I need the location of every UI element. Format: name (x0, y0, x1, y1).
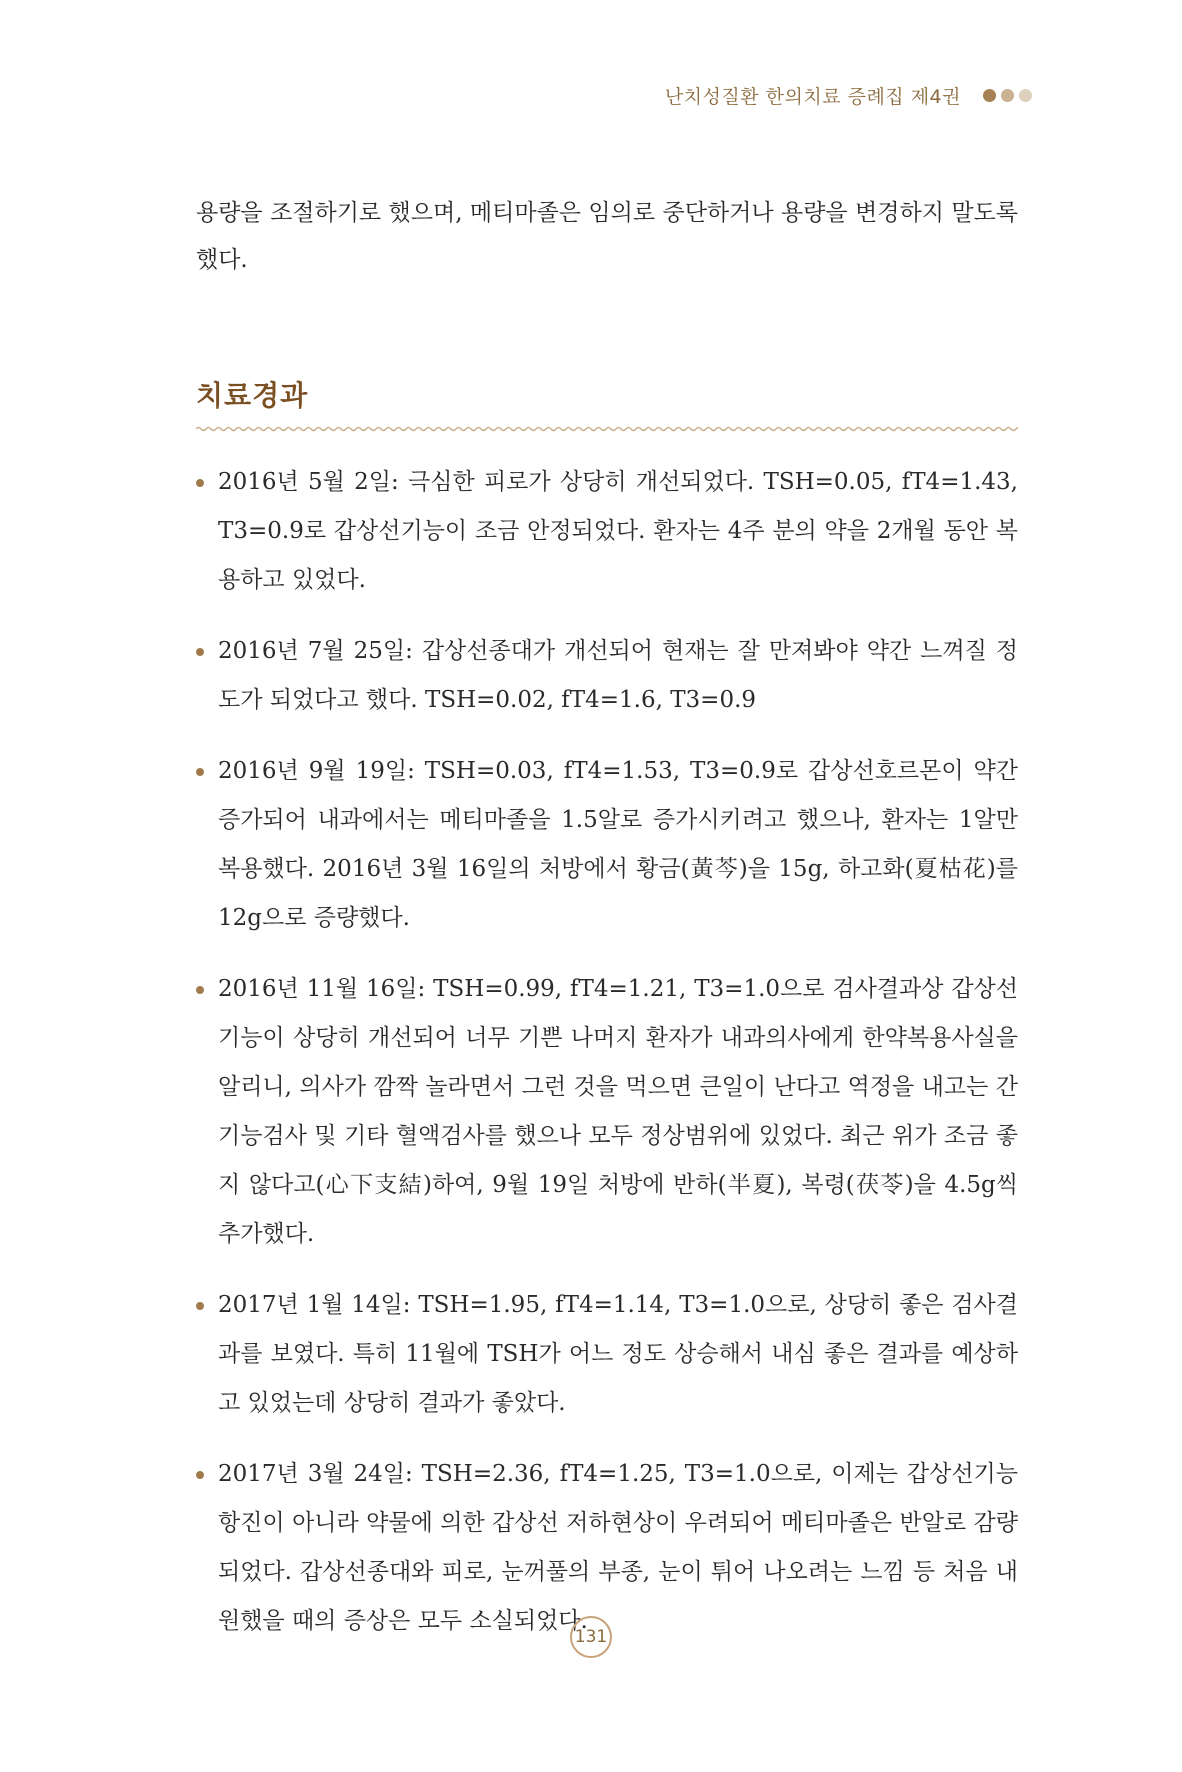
section-title: 치료경과 (196, 379, 309, 412)
bullet-icon (196, 1471, 204, 1479)
page-footer (0, 1616, 1182, 1658)
header-dot-3 (1019, 89, 1032, 102)
bullet-icon (196, 768, 204, 776)
list-item (196, 458, 1018, 605)
result-text: 2016년 11월 16일: TSH=0.99, fT4=1.21, T3=1.0으로 검사결과상 갑상선기능이 상당히 개선되어 너무 기쁜 나머지 환자가 내과의사에게 한약복용사실을 알리니, 의사가 깜짝 놀라면서 그런 것을 먹으면 큰일이 난다고 역정을 내고는 간기능검사 및 기타 혈액검사를 했으나 모두 정상범위에 있었다. 최근 위가 조금 좋지 않다고(心下支結)하여, 9월 19일 처방에 반하(半夏), 복령(茯苓)을 4.5g씩 추가했다. (218, 976, 1018, 1247)
result-text: 2017년 1월 14일: TSH=1.95, fT4=1.14, T3=1.0으로, 상당히 좋은 검사결과를 보였다. 특히 11월에 TSH가 어느 정도 상승해서 내심 좋은 결과를 예상하고 있었는데 상당히 결과가 좋았다. (218, 1292, 1018, 1416)
page-number: 131 (570, 1616, 612, 1658)
bullet-icon (196, 986, 204, 994)
bullet-icon (196, 479, 204, 487)
result-text: 2016년 5월 2일: 극심한 피로가 상당히 개선되었다. TSH=0.05, fT4=1.43, T3=0.9로 갑상선기능이 조금 안정되었다. 환자는 4주 분의 약을 2개월 동안 복용하고 있었다. (218, 469, 1018, 593)
result-text: 2017년 3월 24일: TSH=2.36, fT4=1.25, T3=1.0으로, 이제는 갑상선기능항진이 아니라 약물에 의한 갑상선 저하현상이 우려되어 메티마졸은 반알로 감량되었다. 갑상선종대와 피로, 눈꺼풀의 부종, 눈이 튀어 나오려는 느낌 등 처음 내원했을 때의 증상은 모두 소실되었다. (218, 1461, 1018, 1634)
results-list (196, 458, 1018, 1646)
result-text: 2016년 7월 25일: 갑상선종대가 개선되어 현재는 잘 만져봐야 약간 느껴질 정도가 되었다고 했다. TSH=0.02, fT4=1.6, T3=0.9 (218, 638, 1018, 713)
result-text: 2016년 9월 19일: TSH=0.03, fT4=1.53, T3=0.9로 갑상선호르몬이 약간 증가되어 내과에서는 메티마졸을 1.5알로 증가시키려고 했으나, 환자는 1알만 복용했다. 2016년 3월 16일의 처방에서 황금(黃芩)을 15g, 하고화(夏枯花)를 12g으로 증량했다. (218, 758, 1018, 931)
header-dot-2 (1001, 89, 1014, 102)
running-title: 난치성질환 한의치료 증례집 제4권 (664, 86, 961, 108)
bullet-icon (196, 648, 204, 656)
list-item (196, 965, 1018, 1259)
header-dots (983, 89, 1032, 102)
list-item (196, 747, 1018, 943)
list-item (196, 627, 1018, 725)
list-item (196, 1281, 1018, 1428)
wavy-divider (196, 424, 1018, 434)
running-header (665, 82, 1032, 109)
header-dot-1 (983, 89, 996, 102)
page-content (196, 190, 1018, 1668)
intro-paragraph: 용량을 조절하기로 했으며, 메티마졸은 임의로 중단하거나 용량을 변경하지 말도록 했다. (196, 200, 1018, 273)
bullet-icon (196, 1302, 204, 1310)
